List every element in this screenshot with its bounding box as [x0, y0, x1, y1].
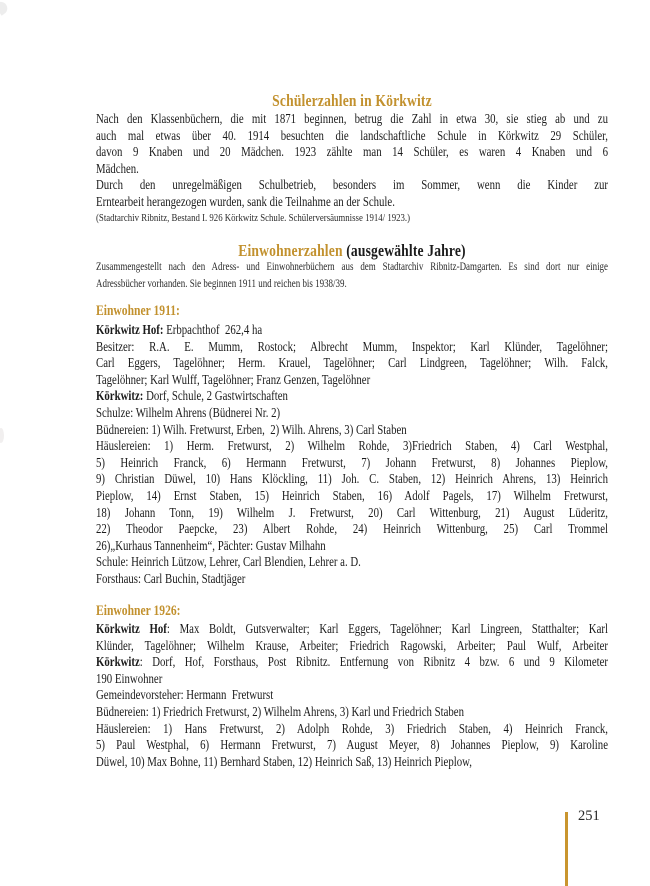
section-heading-einwohnerzahlen — [96, 242, 608, 260]
text-line: Zusammengestellt nach den Adress- und Einwohnerbüchern aus dem Stadtarchiv Ribnitz-Damgarten. Es sind dort nur einige — [96, 261, 608, 273]
page-number-rule — [565, 812, 568, 886]
text-line: 9) Christian Düwel, 10) Hans Klöckling, 11) Joh. C. Staben, 12) Heinrich Ahrens, 13) Heinrich — [96, 471, 608, 487]
scan-artifact — [0, 0, 10, 16]
text-line: Körkwitz Hof: Max Boldt, Gutsverwalter; Karl Eggers, Tagelöhner; Karl Lingreen, Statthalter; Karl — [96, 621, 608, 636]
scan-artifact — [0, 428, 4, 443]
text-line: Düwel, 10) Max Bohne, 11) Bernhard Staben, 12) Heinrich Saß, 13) Heinrich Pieplow, — [96, 753, 472, 769]
bold-lead: Körkwitz — [96, 654, 140, 670]
text-line: Tagelöhner; Karl Wulff, Tagelöhner; Franz Genzen, Tagelöhner — [96, 371, 371, 387]
section-heading-schuelerzahlen: Schülerzahlen in Körkwitz — [272, 91, 432, 110]
bold-lead: Körkwitz: — [96, 388, 144, 404]
text-line: Forsthaus: Carl Buchin, Stadtjäger — [96, 570, 246, 586]
bold-lead: Körkwitz Hof: — [96, 322, 164, 337]
text-line: Nach den Klassenbüchern, die mit 1871 beginnen, betrug die Zahl in etwa 30, sie stieg ab und zu — [96, 111, 608, 126]
text-line: auch mal etwas über 40. 1914 besuchten die landschaftliche Schule in Körkwitz 29 Schüler, — [96, 127, 608, 143]
list-einwohner-1911 — [96, 322, 608, 588]
text-line: 190 Einwohner — [96, 670, 163, 686]
text-line: Durch den unregelmäßigen Schulbetrieb, besonders im Sommer, wenn die Kinder zur — [96, 177, 608, 192]
text-line: Büdnereien: 1) Wilh. Fretwurst, Erben, 2) Wilh. Ahrens, 3) Carl Staben — [96, 421, 407, 437]
paragraph-schuelerzahlen-1 — [96, 111, 608, 177]
text-line: Häuslereien: 1) Hans Fretwurst, 2) Adolph Rohde, 3) Friedrich Staben, 4) Heinrich Franck, — [96, 720, 608, 736]
page-number: 251 — [578, 808, 600, 824]
text-line: Häuslereien: 1) Herm. Fretwurst, 2) Wilhelm Rohde, 3)Friedrich Staben, 4) Carl Westphal, — [96, 438, 608, 454]
text-line: Pieplow, 14) Ernst Staben, 15) Heinrich Staben, 16) Adolf Pagels, 17) Wilhelm Fretwurst, — [96, 487, 608, 503]
source-note: (Stadtarchiv Ribnitz, Bestand I. 926 Körkwitz Schule. Schülerversäumnisse 1914/ 1923.) — [96, 212, 411, 224]
text-line: Schule: Heinrich Lützow, Lehrer, Carl Blendien, Lehrer a. D. — [96, 554, 361, 570]
text-line: Erntearbeit herangezogen wurden, sank die Teilnahme an der Schule. — [96, 193, 395, 209]
text-line: Besitzer: R.A. E. Mumm, Rostock; Albrecht Mumm, Inspektor; Karl Klünder, Tagelöhner; — [96, 338, 608, 354]
text-line: Klünder, Tagelöhner; Wilhelm Krause, Arbeiter; Friedrich Ragowski, Arbeiter; Paul Wulf, Arbeiter — [96, 637, 608, 653]
text-line: Körkwitz: Dorf, Hof, Forsthaus, Post Ribnitz. Entfernung von Ribnitz 4 bzw. 6 und 9 Kilometer — [96, 654, 609, 670]
text-line: 22) Theodor Paepcke, 23) Albert Rohde, 24) Heinrich Wittenburg, 25) Carl Trommel — [96, 521, 608, 537]
bold-lead: Körkwitz Hof — [96, 621, 167, 636]
text-line: Carl Eggers, Tagelöhner; Herm. Krauel, Tagelöhner; Carl Lindgreen, Tagelöhner; Wilh. Falck, — [96, 355, 608, 371]
text-line: Büdnereien: 1) Friedrich Fretwurst, 2) Wilhelm Ahrens, 3) Karl und Friedrich Staben — [96, 703, 464, 719]
text-line: Mädchen. — [96, 160, 139, 176]
subheading-einwohner-1911: Einwohner 1911: — [96, 303, 180, 319]
text-line: 5) Paul Westphal, 6) Hermann Fretwurst, 7) August Meyer, 8) Johannes Pieplow, 9) Karoline — [96, 737, 608, 753]
text-column — [96, 0, 608, 886]
text-line: 26)„Kurhaus Tannenheim“, Pächter: Gustav Milhahn — [96, 537, 326, 553]
paragraph-schuelerzahlen-2 — [96, 177, 608, 210]
text-line: Gemeindevorsteher: Hermann Fretwurst — [96, 687, 274, 703]
text-line: Adressbücher vorhanden. Sie beginnen 1911 und reichen bis 1938/39. — [96, 278, 347, 290]
text-line: 18) Johann Tonn, 19) Wilhelm J. Fretwurst, 20) Carl Wittenburg, 21) August Lüderitz, — [96, 504, 608, 520]
heading-accent-text: Einwohnerzahlen — [238, 241, 343, 260]
subheading-einwohner-1926: Einwohner 1926: — [96, 603, 181, 619]
intro-note — [96, 260, 608, 294]
text-line: Körkwitz Hof: Erbpachthof 262,4 ha — [96, 322, 263, 337]
text-line: 5) Heinrich Franck, 6) Hermann Fretwurst, 7) Johann Fretwurst, 8) Johannes Pieplow, — [96, 454, 608, 470]
list-einwohner-1926 — [96, 621, 608, 770]
text-line: davon 9 Knaben und 20 Mädchen. 1923 zählte man 14 Schüler, es waren 4 Knaben und 6 — [96, 144, 608, 160]
heading-plain-text: (ausgewählte Jahre) — [342, 241, 466, 260]
text-line: Körkwitz: Dorf, Schule, 2 Gastwirtschaften — [96, 388, 288, 404]
text-line: Schulze: Wilhelm Ahrens (Büdnerei Nr. 2) — [96, 404, 281, 420]
